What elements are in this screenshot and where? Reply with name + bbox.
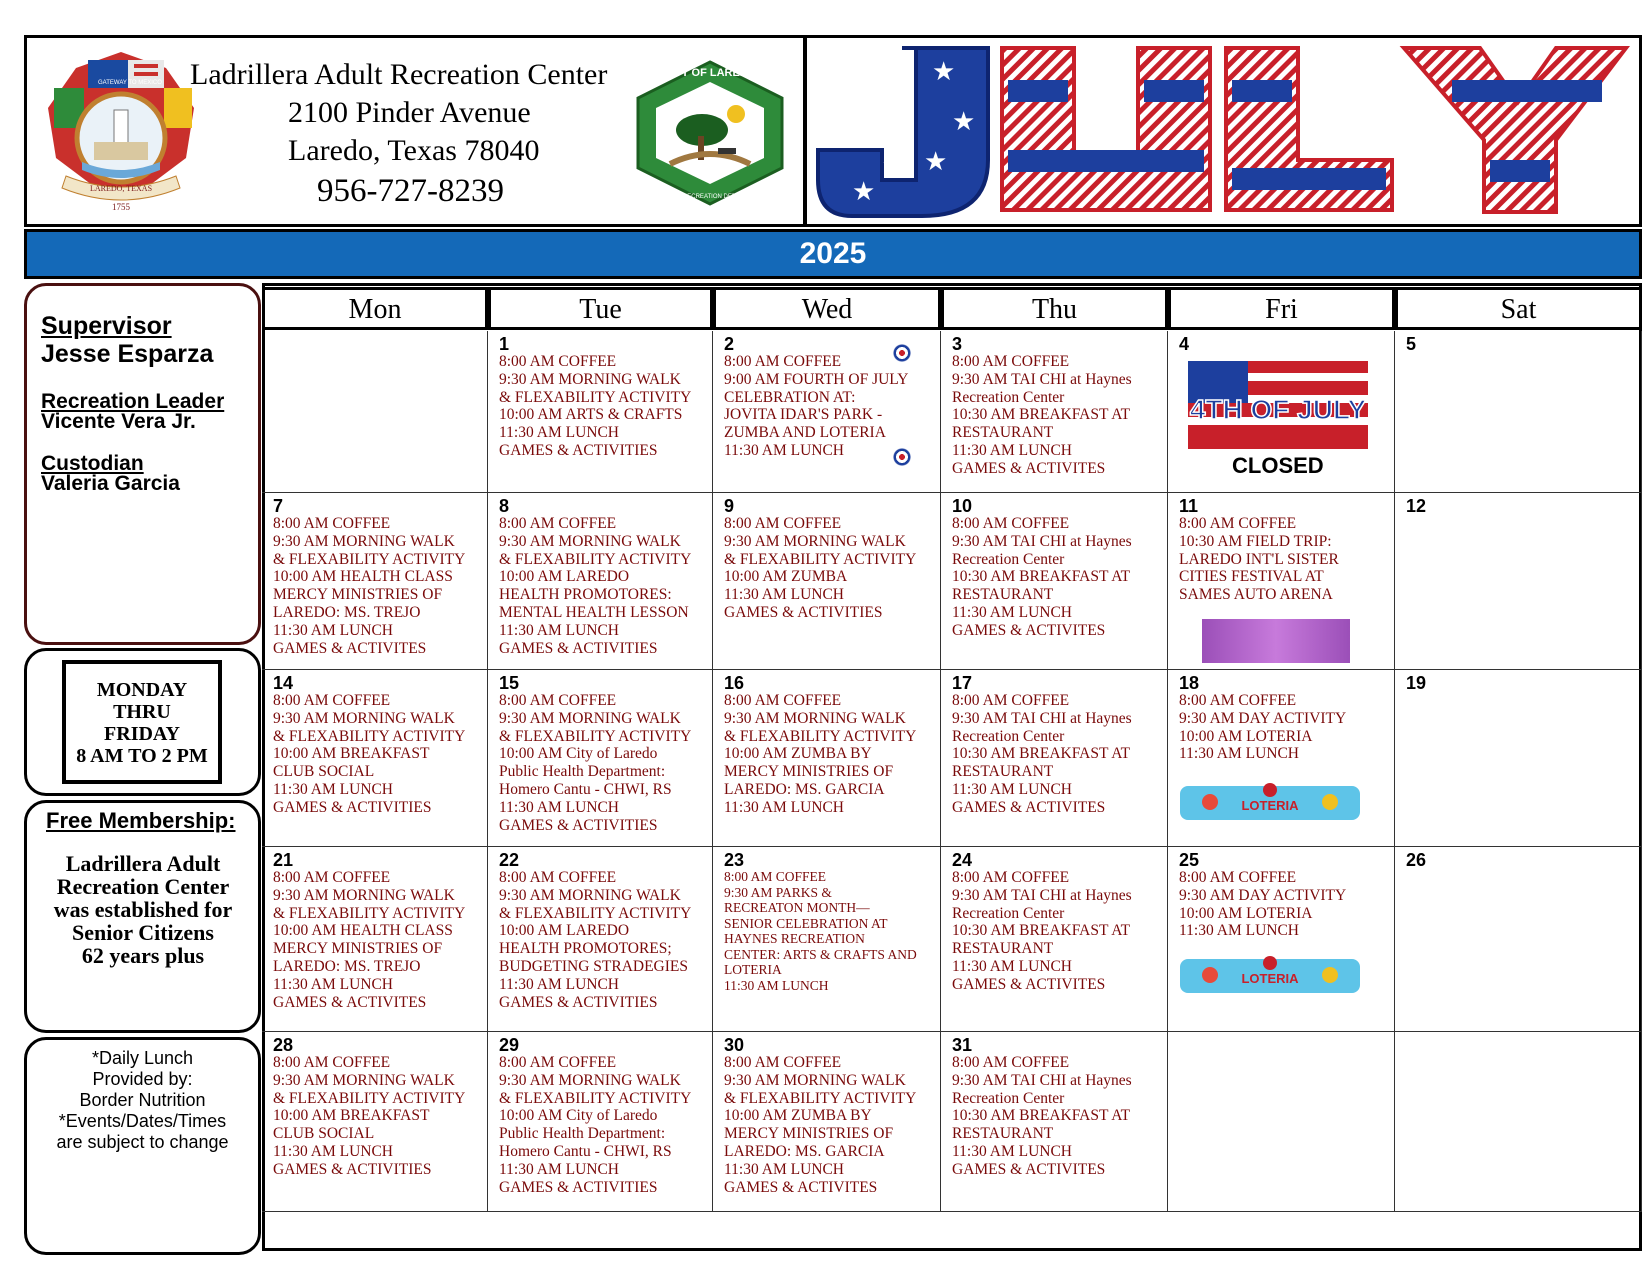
seal-year-text: 1755: [112, 202, 130, 212]
event-line: 11:30 AM LUNCH: [499, 1160, 619, 1178]
svg-text:★: ★: [932, 57, 956, 87]
event-line: 9:30 AM MORNING WALK: [273, 709, 455, 727]
calendar-cell: [1168, 847, 1395, 1032]
event-line: 10:00 AM BREAKFAST: [273, 1107, 430, 1125]
day-header-wed: Wed: [713, 287, 941, 330]
event-line: HEALTH PROMOTORES:: [499, 586, 672, 604]
event-list: [724, 869, 938, 993]
event-line: 11:30 AM LUNCH: [499, 621, 619, 639]
event-line: LAREDO: MS. GARCIA: [724, 780, 885, 798]
event-line: 9:30 AM TAI CHI at Haynes: [952, 532, 1132, 550]
event-line: 10:30 AM BREAKFAST AT: [952, 568, 1131, 586]
calendar-cell: [1168, 670, 1395, 847]
event-line: 11:30 AM LUNCH: [724, 798, 844, 816]
event-line: 11:30 AM LUNCH: [724, 977, 829, 993]
event-line: 8:00 AM COFFEE: [952, 692, 1070, 709]
event-line: 10:30 AM BREAKFAST AT: [952, 922, 1131, 940]
day-number: 15: [499, 673, 520, 693]
day-number: 7: [273, 496, 284, 516]
event-list: [724, 515, 938, 622]
fireworks-icon: [874, 443, 930, 471]
event-line: 11:30 AM LUNCH: [1179, 745, 1299, 763]
calendar-cell: [713, 847, 941, 1032]
event-line: MERCY MINISTRIES OF: [724, 763, 894, 781]
event-line: 9:30 AM MORNING WALK: [724, 1071, 906, 1089]
event-line: 11:30 AM LUNCH: [952, 1142, 1072, 1160]
membership-line: 62 years plus: [81, 943, 205, 968]
calendar-cell: [941, 670, 1168, 847]
event-line: 10:00 AM BREAKFAST: [273, 745, 430, 763]
membership-line: Senior Citizens: [72, 920, 214, 945]
event-line: 8:00 AM COFFEE: [1179, 515, 1297, 532]
event-line: RESTAURANT: [952, 763, 1054, 781]
event-line: CELEBRATION AT:: [724, 388, 856, 406]
day-number: 5: [1406, 334, 1417, 354]
event-line: 9:30 AM TAI CHI at Haynes: [952, 709, 1132, 727]
event-line: & FLEXABILITY ACTIVITY: [499, 904, 692, 922]
event-line: 10:00 AM ZUMBA BY: [724, 745, 872, 763]
event-line: 8:00 AM COFFEE: [499, 353, 617, 370]
calendar-cell: [713, 331, 941, 493]
day-number: 9: [724, 496, 735, 516]
event-line: MERCY MINISTRIES OF: [724, 1125, 894, 1143]
event-line: GAMES & ACTIVITIES: [724, 603, 883, 621]
event-line: 10:00 AM LAREDO: [499, 922, 630, 940]
event-line: 8:00 AM COFFEE: [952, 353, 1070, 370]
event-line: 10:00 AM HEALTH CLASS: [273, 922, 453, 940]
day-number: 11: [1179, 496, 1199, 516]
event-line: & FLEXABILITY ACTIVITY: [273, 904, 466, 922]
event-line: SENIOR CELEBRATION AT: [724, 915, 888, 931]
event-line: RESTAURANT: [952, 424, 1054, 442]
day-header-tue: Tue: [488, 287, 713, 330]
notes-line: *Events/Dates/Times: [58, 1111, 227, 1131]
event-line: & FLEXABILITY ACTIVITY: [499, 550, 692, 568]
event-line: 8:00 AM COFFEE: [952, 869, 1070, 886]
day-number: 28: [273, 1035, 294, 1055]
day-number: 24: [952, 850, 973, 870]
membership-line: Recreation Center: [56, 874, 230, 899]
event-line: 8:00 AM COFFEE: [499, 515, 617, 532]
event-line: ZUMBA AND LOTERIA: [724, 424, 886, 442]
org-name: Ladrillera Adult Recreation Center: [190, 58, 608, 91]
event-list: [499, 353, 710, 460]
event-line: HEALTH PROMOTORES;: [499, 940, 672, 958]
event-line: GAMES & ACTIVITIES: [499, 993, 658, 1011]
event-line: 10:30 AM BREAKFAST AT: [952, 1107, 1131, 1125]
event-line: & FLEXABILITY ACTIVITY: [273, 727, 466, 745]
event-list: [273, 1054, 485, 1179]
day-number: 31: [952, 1035, 973, 1055]
event-line: & FLEXABILITY ACTIVITY: [499, 1089, 692, 1107]
supervisor-title: Supervisor: [41, 312, 172, 340]
event-line: & FLEXABILITY ACTIVITY: [724, 1089, 917, 1107]
event-list: [499, 1054, 710, 1196]
event-line: LAREDO INT'L SISTER: [1179, 550, 1339, 568]
event-line: 9:30 AM DAY ACTIVITY: [1179, 709, 1347, 727]
calendar-cell: [1168, 1032, 1395, 1212]
day-number: 1: [499, 334, 510, 354]
day-number: 10: [952, 496, 973, 516]
day-number: 8: [499, 496, 510, 516]
event-line: 9:30 AM TAI CHI at Haynes: [952, 1071, 1132, 1089]
event-line: & FLEXABILITY ACTIVITY: [724, 550, 917, 568]
event-line: 9:30 AM MORNING WALK: [724, 532, 906, 550]
event-line: 8:00 AM COFFEE: [1179, 869, 1297, 886]
day-number: 17: [952, 673, 973, 693]
year-banner: 2025: [24, 229, 1642, 279]
event-line: Recreation Center: [952, 727, 1065, 745]
event-line: 8:00 AM COFFEE: [273, 1054, 391, 1071]
svg-text:★: ★: [924, 147, 948, 177]
event-line: 8:00 AM COFFEE: [499, 692, 617, 709]
event-line: 9:30 AM TAI CHI at Haynes: [952, 886, 1132, 904]
july-title-art: [812, 40, 1630, 222]
event-line: 9:30 AM MORNING WALK: [273, 886, 455, 904]
event-line: GAMES & ACTIVITES: [273, 993, 427, 1011]
event-line: 8:00 AM COFFEE: [273, 515, 391, 532]
calendar-cell: [488, 1032, 713, 1212]
event-line: MERCY MINISTRIES OF: [273, 586, 443, 604]
svg-text:★: ★: [952, 107, 976, 137]
event-line: Homero Cantu - CHWI, RS: [499, 780, 672, 798]
seal-city-text: LAREDO, TEXAS: [89, 184, 153, 193]
event-line: Recreation Center: [952, 1089, 1065, 1107]
calendar-cell: [262, 493, 488, 670]
event-line: RECREATON MONTH—: [724, 900, 870, 915]
hours-line: MONDAY: [96, 679, 188, 701]
svg-text:★: ★: [852, 177, 876, 207]
event-line: 11:30 AM LUNCH: [499, 424, 619, 442]
event-line: Public Health Department:: [499, 1125, 666, 1143]
event-line: 8:00 AM COFFEE: [273, 692, 391, 709]
org-city: Laredo, Texas 78040: [288, 134, 540, 167]
event-line: & FLEXABILITY ACTIVITY: [499, 388, 692, 406]
day-number: 19: [1406, 673, 1427, 693]
event-line: & FLEXABILITY ACTIVITY: [273, 550, 466, 568]
day-number: 18: [1179, 673, 1200, 693]
day-number: 25: [1179, 850, 1200, 870]
event-line: 8:00 AM COFFEE: [273, 869, 391, 886]
event-list: [499, 692, 710, 834]
day-number: 22: [499, 850, 520, 870]
calendar-cell: [488, 847, 713, 1032]
event-list: [952, 1054, 1165, 1179]
banner-text: 4TH OF JULY: [1189, 394, 1367, 425]
day-header-sat: Sat: [1395, 287, 1642, 330]
event-line: 11:30 AM LUNCH: [952, 957, 1072, 975]
event-line: GAMES & ACTIVITIES: [499, 441, 658, 459]
banner-text: LOTERIA: [1241, 971, 1299, 986]
event-line: 10:00 AM ARTS & CRAFTS: [499, 406, 683, 424]
event-line: Recreation Center: [952, 550, 1065, 568]
event-line: GAMES & ACTIVITIES: [499, 816, 658, 834]
loteria-banner: [1180, 780, 1360, 824]
event-line: LAREDO: MS. TREJO: [273, 603, 421, 621]
fourth-of-july-banner: [1188, 361, 1368, 449]
event-line: 11:30 AM LUNCH: [273, 780, 393, 798]
event-list: [1179, 692, 1392, 763]
supervisor-name: Jesse Esparza: [41, 340, 214, 368]
event-line: HAYNES RECREATION: [724, 931, 865, 946]
event-list: [952, 692, 1165, 817]
calendar-cell: [262, 847, 488, 1032]
event-list: [1179, 515, 1392, 604]
day-number: 16: [724, 673, 745, 693]
event-line: 9:30 AM MORNING WALK: [499, 370, 681, 388]
event-line: 10:00 AM City of Laredo: [499, 1107, 658, 1125]
event-line: Public Health Department:: [499, 763, 666, 781]
leader-title: Recreation Leader: [41, 390, 225, 413]
event-line: 11:30 AM LUNCH: [273, 975, 393, 993]
event-line: 11:30 AM LUNCH: [273, 1142, 393, 1160]
svg-text:★: ★: [882, 153, 902, 178]
event-line: MENTAL HEALTH LESSON: [499, 603, 689, 621]
calendar-cell: [941, 331, 1168, 493]
calendar-cell: [1395, 331, 1642, 493]
org-address: 2100 Pinder Avenue: [288, 96, 531, 129]
event-line: 11:30 AM LUNCH: [724, 441, 844, 459]
event-list: [952, 353, 1165, 478]
notes-line: Border Nutrition: [79, 1090, 206, 1110]
festival-flyer-image: [1202, 619, 1350, 663]
parks-logo-subtext: PARKS & RECREATION DEPARTMENT: [655, 194, 765, 200]
event-list: [1179, 869, 1392, 940]
calendar-cell: [941, 1032, 1168, 1212]
event-line: GAMES & ACTIVITES: [952, 1160, 1106, 1178]
calendar-cell: [713, 670, 941, 847]
event-list: [952, 515, 1165, 640]
event-line: 8:00 AM COFFEE: [724, 515, 842, 532]
day-number: 26: [1406, 850, 1427, 870]
event-line: 8:00 AM COFFEE: [952, 1054, 1070, 1071]
day-number: 29: [499, 1035, 520, 1055]
event-line: 11:30 AM LUNCH: [952, 441, 1072, 459]
day-number: 2: [724, 334, 735, 354]
event-line: 8:00 AM COFFEE: [724, 692, 842, 709]
calendar-cell: [262, 670, 488, 847]
event-line: 10:00 AM HEALTH CLASS: [273, 568, 453, 586]
loteria-banner: [1180, 953, 1360, 997]
event-line: 9:30 AM MORNING WALK: [724, 709, 906, 727]
event-list: [273, 515, 485, 657]
event-line: Recreation Center: [952, 388, 1065, 406]
day-number: 4: [1179, 334, 1190, 354]
event-line: GAMES & ACTIVITES: [952, 798, 1106, 816]
event-line: & FLEXABILITY ACTIVITY: [724, 727, 917, 745]
event-line: 9:30 AM MORNING WALK: [499, 1071, 681, 1089]
event-line: GAMES & ACTIVITIES: [273, 1160, 432, 1178]
notes-line: Provided by:: [92, 1069, 193, 1089]
event-line: Homero Cantu - CHWI, RS: [499, 1142, 672, 1160]
day-number: 23: [724, 850, 745, 870]
calendar-cell: [488, 331, 713, 493]
calendar-cell: [1395, 493, 1642, 670]
event-line: 9:30 AM MORNING WALK: [499, 709, 681, 727]
event-line: 10:30 AM FIELD TRIP:: [1179, 532, 1332, 550]
membership-text: [34, 852, 252, 967]
event-line: Recreation Center: [952, 904, 1065, 922]
hours-line: THRU: [113, 701, 171, 723]
event-line: GAMES & ACTIVITES: [273, 639, 427, 657]
day-header-fri: Fri: [1168, 287, 1395, 330]
event-line: 10:00 AM LAREDO: [499, 568, 630, 586]
day-number: 30: [724, 1035, 745, 1055]
event-line: 8:00 AM COFFEE: [952, 515, 1070, 532]
event-line: 11:30 AM LUNCH: [952, 603, 1072, 621]
event-line: & FLEXABILITY ACTIVITY: [273, 1089, 466, 1107]
hours-line: 8 AM TO 2 PM: [76, 745, 208, 767]
leader-name: Vicente Vera Jr.: [41, 410, 196, 433]
city-seal-logo: [36, 48, 206, 220]
calendar-cell: [713, 493, 941, 670]
calendar-cell: [1395, 670, 1642, 847]
day-number: 3: [952, 334, 963, 354]
parks-logo-text: CITY OF LAREDO: [663, 67, 757, 79]
event-line: 10:00 AM LOTERIA: [1179, 904, 1313, 922]
fireworks-icon: [874, 339, 930, 367]
event-line: CLUB SOCIAL: [273, 763, 375, 781]
calendar-cell: [713, 1032, 941, 1212]
event-line: CLUB SOCIAL: [273, 1125, 375, 1143]
event-line: RESTAURANT: [952, 1125, 1054, 1143]
event-line: 8:00 AM COFFEE: [499, 1054, 617, 1071]
event-list: [499, 515, 710, 657]
calendar-cell: [1168, 493, 1395, 670]
event-line: JOVITA IDAR'S PARK -: [724, 406, 883, 424]
seal-banner-text: GATEWAY TO MEXICO: [98, 80, 162, 86]
event-line: 9:30 AM PARKS &: [724, 884, 832, 900]
event-line: RESTAURANT: [952, 940, 1054, 958]
event-line: GAMES & ACTIVITIES: [499, 639, 658, 657]
calendar-cell: [941, 847, 1168, 1032]
event-line: CITIES FESTIVAL AT: [1179, 568, 1324, 586]
calendar-cell: [941, 493, 1168, 670]
event-list: [724, 692, 938, 817]
event-line: 11:30 AM LUNCH: [499, 798, 619, 816]
day-header-thu: Thu: [941, 287, 1168, 330]
hours-line: FRIDAY: [104, 723, 180, 745]
membership-line: Ladrillera Adult: [65, 851, 221, 876]
event-line: 11:30 AM LUNCH: [724, 1160, 844, 1178]
event-line: 11:30 AM LUNCH: [273, 621, 393, 639]
event-line: GAMES & ACTIVITIES: [273, 798, 432, 816]
calendar-cell: [1395, 847, 1642, 1032]
event-line: 9:00 AM FOURTH OF JULY: [724, 370, 909, 388]
closed-label: CLOSED: [1232, 453, 1324, 478]
parks-recreation-logo: [630, 60, 790, 206]
calendar-cell: [1168, 331, 1395, 493]
notes-line: are subject to change: [56, 1132, 229, 1152]
event-line: 9:30 AM MORNING WALK: [273, 532, 455, 550]
event-line: SAMES AUTO ARENA: [1179, 586, 1333, 604]
event-line: 9:30 AM MORNING WALK: [499, 886, 681, 904]
event-line: RESTAURANT: [952, 586, 1054, 604]
event-list: [273, 692, 485, 817]
event-line: 10:30 AM BREAKFAST AT: [952, 745, 1131, 763]
event-line: 8:00 AM COFFEE: [724, 1054, 842, 1071]
membership-title: Free Membership:: [46, 808, 236, 833]
calendar-cell: [488, 493, 713, 670]
event-line: MERCY MINISTRIES OF: [273, 940, 443, 958]
event-list: [952, 869, 1165, 994]
event-line: 9:30 AM MORNING WALK: [499, 532, 681, 550]
event-line: 11:30 AM LUNCH: [724, 586, 844, 604]
day-number: 12: [1406, 496, 1427, 516]
event-line: GAMES & ACTIVITES: [952, 621, 1106, 639]
event-line: BUDGETING STRADEGIES: [499, 957, 689, 975]
calendar-cell: [262, 1032, 488, 1212]
day-header-mon: Mon: [262, 287, 488, 330]
org-phone: 956-727-8239: [317, 173, 504, 209]
event-line: LAREDO: MS. TREJO: [273, 957, 421, 975]
calendar-cell: [262, 331, 488, 493]
event-line: GAMES & ACTIVITES: [952, 459, 1106, 477]
event-line: 8:00 AM COFFEE: [724, 869, 827, 884]
staff-box: [24, 283, 261, 645]
notes-text: [30, 1048, 255, 1153]
hours-label: [62, 660, 222, 784]
event-line: 10:00 AM ZUMBA: [724, 568, 848, 586]
event-line: LAREDO: MS. GARCIA: [724, 1142, 885, 1160]
event-line: 10:00 AM LOTERIA: [1179, 727, 1313, 745]
event-line: GAMES & ACTIVITES: [724, 1178, 878, 1196]
event-line: 10:30 AM BREAKFAST AT: [952, 406, 1131, 424]
calendar-cell: [1395, 1032, 1642, 1212]
event-line: 11:30 AM LUNCH: [952, 780, 1072, 798]
event-line: GAMES & ACTIVITES: [952, 975, 1106, 993]
event-line: LOTERIA: [724, 962, 782, 977]
custodian-name: Valeria Garcia: [41, 472, 180, 495]
header-divider: [803, 35, 807, 227]
notes-line: *Daily Lunch: [91, 1048, 194, 1068]
event-line: 9:30 AM TAI CHI at Haynes: [952, 370, 1132, 388]
event-line: 9:30 AM DAY ACTIVITY: [1179, 886, 1347, 904]
event-line: 8:00 AM COFFEE: [499, 869, 617, 886]
event-line: & FLEXABILITY ACTIVITY: [499, 727, 692, 745]
event-line: 8:00 AM COFFEE: [724, 353, 842, 370]
event-line: 11:30 AM LUNCH: [1179, 922, 1299, 940]
event-line: CENTER: ARTS & CRAFTS AND: [724, 946, 917, 962]
day-number: 21: [273, 850, 294, 870]
event-line: 10:00 AM City of Laredo: [499, 745, 658, 763]
banner-text: LOTERIA: [1241, 798, 1299, 813]
day-number: 14: [273, 673, 294, 693]
event-list: [499, 869, 710, 1011]
event-line: 10:00 AM ZUMBA BY: [724, 1107, 872, 1125]
event-list: [724, 1054, 938, 1196]
calendar-cell: [488, 670, 713, 847]
event-list: [273, 869, 485, 1011]
event-line: GAMES & ACTIVITIES: [499, 1178, 658, 1196]
event-line: 8:00 AM COFFEE: [1179, 692, 1297, 709]
event-line: 11:30 AM LUNCH: [499, 975, 619, 993]
custodian-title: Custodian: [41, 452, 144, 475]
membership-line: was established for: [53, 897, 233, 922]
event-line: 9:30 AM MORNING WALK: [273, 1071, 455, 1089]
